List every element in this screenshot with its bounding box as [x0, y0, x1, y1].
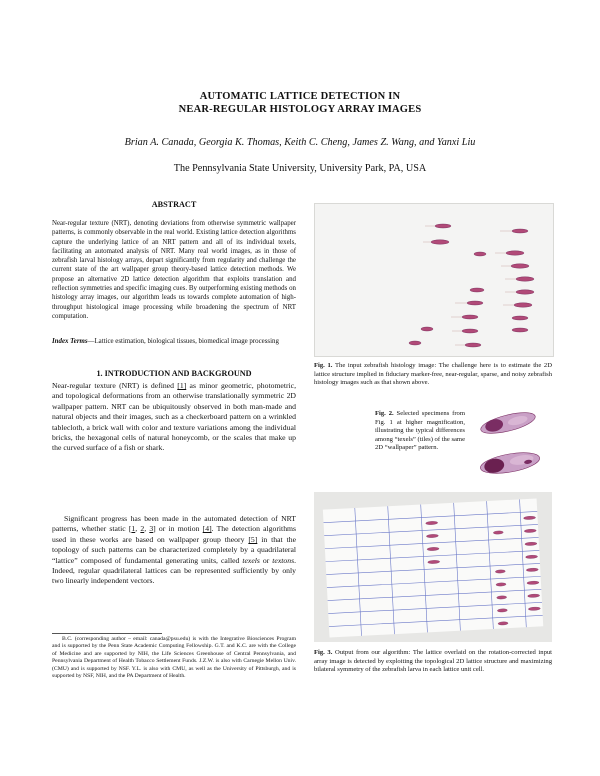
figure-1-caption	[314, 362, 552, 388]
figure-3-caption-text: Output from our algorithm: The lattice overlaid on the rotation-corrected input array image is detected by exploiting the topological 2D lattice structure and maximizing bilateral symmetry of the zebrafish larva in each lattice unit cell.	[314, 649, 552, 674]
p2-text-d: in that the topology of such patterns can be characterized completely by a quadrilateral “lattice” composed of fundamental generating units, called	[52, 534, 296, 565]
term-texels: texels	[242, 555, 260, 565]
title-line-2: NEAR-REGULAR HISTOLOGY ARRAY IMAGES	[178, 104, 422, 115]
index-terms-label: Index Terms	[52, 338, 88, 345]
footnote-rule	[52, 633, 162, 634]
footnote: B.C. (corresponding author – email: canada@psu.edu) is with the Integrative Biosciences Program and is supported by the Penn State Academic Computing Fellowship. G.T. and K.C. are with the College of Medicine and are supported by NIH, the Life Sciences Greenhouse of Central Pennsylvania, and Pennsylvania Department of Health Tobacco Settlement Funds. J.Z.W. is also with Carnegie Mellon Univ. (CMU) and is supported by NSF. Y.L. is also with CMU, as well as the University of Pittsburgh, and is supported by NSF, NIH, and the PA Department of Health.	[52, 636, 296, 680]
figure-1-caption-text: The input zebrafish histology image: The challenge here is to estimate the 2D lattice structure implied in fiduciary marker-free, near-regular, sparse, and noisy zebrafish histology images such as that shown above.	[314, 362, 552, 387]
citation-link-1[interactable]: [1]	[177, 381, 187, 390]
citation-link-2[interactable]: 2	[140, 524, 145, 534]
figure-3-caption	[314, 649, 552, 675]
title-line-1: AUTOMATIC LATTICE DETECTION IN	[199, 91, 401, 102]
p1-text-a: Near-regular texture (NRT) is defined	[52, 381, 178, 390]
figure-2-svg	[468, 403, 554, 483]
index-terms-text: —Lattice estimation, biological tissues, biomedical image processing	[87, 338, 279, 345]
abstract-text: Near-regular texture (NRT), denoting deviations from otherwise symmetric wallpaper patterns, is commonly observable in the real world. Existing lattice detection algorithms capture the underlying lattice of an NRT pattern and all of its individual texels, facilitating an automated analysis of NRT. Many real world images, as in those of zebrafish larval histology arrays, depart significantly from regularity and challenge the current state of the art wallpaper group theory-based lattice detection methods. We propose an alternative 2D lattice detection algorithm that exploits translation and reflection symmetries and specific imaging cues. By outperforming existing methods on histology array images, our algorithm leads us towards complete automation of high-throughput histological image processing while broadening the spectrum of NRT computation.	[52, 220, 296, 320]
citation-link-3[interactable]: 3	[149, 524, 154, 534]
figure-3-lattice-output	[314, 492, 552, 642]
citation-link-4[interactable]: [4]	[202, 524, 212, 534]
figure-2-label: Fig. 2.	[375, 410, 394, 417]
figure-2-specimens	[468, 403, 554, 483]
figure-1-histology-array	[314, 203, 554, 357]
figure-1-label: Fig. 1.	[314, 362, 333, 369]
paper-title	[0, 90, 600, 116]
figure-3-label: Fig. 3.	[314, 649, 333, 656]
affiliation: The Pennsylvania State University, University Park, PA, USA	[173, 163, 427, 174]
p1-text-b: as minor geometric, photometric, and topological deformations from an otherwise translationally symmetric 2D wallpaper pattern. NRT can be ubiquitously observed in both man-made and natural objects and their images, such as a checkerboard pattern on a wrinkled tablecloth, a brick wall with color and texture variations among the individual bricks, the hexagonal cells of natural honeycomb, or the scales that make up the curved surface of a fish or shark.	[52, 381, 296, 453]
citation-link-1b[interactable]: 1	[131, 524, 136, 534]
section-1-paragraph-2: Significant progress has been made in the automated detection of NRT patterns, whether static [1, 2, 3] or in motion [4]. The detection algorithms used in these works are based on wallpaper group theory [5] in that the topology of such patterns can be characterized completely by a quadrilateral “lattice” composed of fundamental generating units, called texels or textons. Indeed, regular quadrilateral lattices can be represented sufficiently by only two linearly independent vectors.	[52, 514, 297, 586]
section-1-heading: 1. INTRODUCTION AND BACKGROUND	[96, 369, 252, 378]
figure-2-caption	[375, 410, 465, 453]
figure-2-caption-text: Selected specimens from Fig. 1 at higher magnification, illustrating the typical differences among “texels” (tiles) of the same 2D “wallpaper” pattern.	[375, 410, 465, 452]
p2-text-e: or	[259, 555, 273, 565]
figure-3-svg	[314, 492, 552, 642]
section-1-paragraph-1	[52, 381, 296, 454]
figure-1-svg	[315, 204, 553, 356]
p2-text-b: or in motion	[155, 524, 203, 534]
p2-text-c: . The detection algorithms used in these works are based on wallpaper group theory	[52, 524, 297, 544]
authors: Brian A. Canada, Georgia K. Thomas, Keith C. Cheng, James Z. Wang, and Yanxi Liu	[124, 137, 476, 148]
citation-link-5[interactable]: [5]	[248, 534, 258, 544]
index-terms	[52, 337, 296, 346]
p2-text-a: Significant progress has been made in the automated detection of NRT patterns, whether static	[52, 514, 296, 534]
term-textons: textons	[272, 555, 295, 565]
abstract-heading: ABSTRACT	[151, 200, 197, 209]
p2-text-f: . Indeed, regular quadrilateral lattices can be represented sufficiently by only two linearly independent vectors.	[52, 555, 296, 586]
